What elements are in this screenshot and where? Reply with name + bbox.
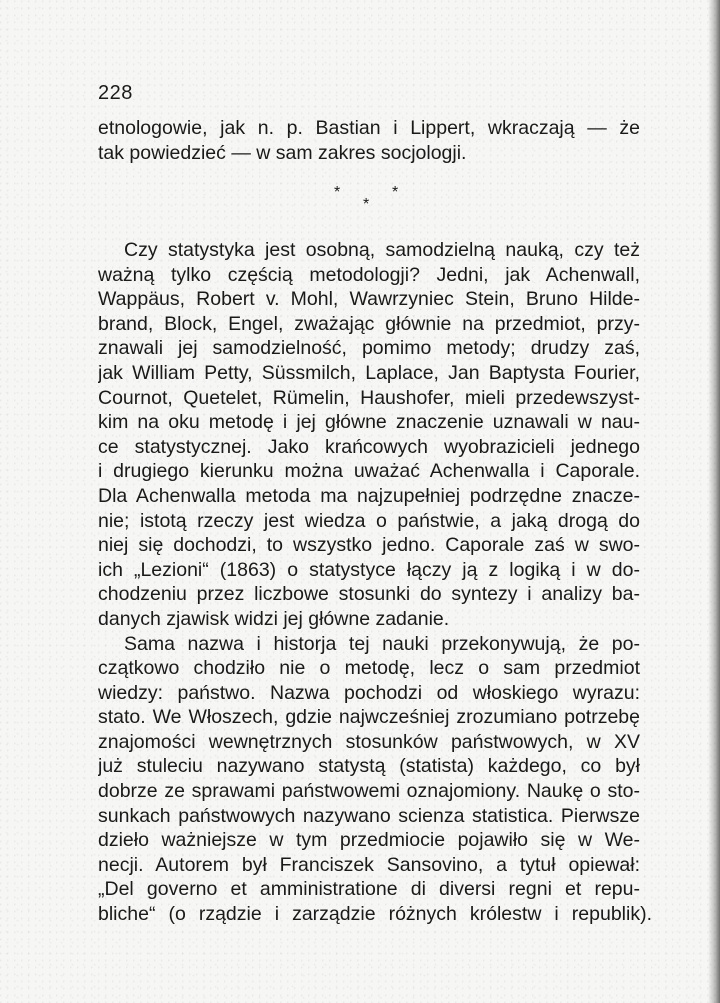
text-line: Wappäus, Robert v. Mohl, Wawrzyniec Stein, Bruno Hilde- [98,288,640,311]
asterisk: * [363,196,370,213]
text-line: czątkowo chodziło nie o metodę, lecz o sam przedmiot [98,657,640,680]
text-line: danych zjawisk widzi jej główne zadanie. [98,607,450,630]
text-line: dzieło ważniejsze w tym przedmiocie pojawiło się w We- [98,829,640,852]
text-line: dobrze ze sprawami państwowemi oznajomiony. Naukę o sto- [98,780,640,803]
section-break-asterisks [334,184,414,214]
text-line: wiedzy: państwo. Nazwa pochodzi od włoskiego wyrazu: [98,681,640,704]
text-line: jak William Petty, Süssmilch, Laplace, Jan Baptysta Fourier, [98,361,640,384]
page-number: 228 [98,82,133,104]
text-line: chodzeniu przez liczbowe stosunki do syntezy i analizy ba- [98,583,640,606]
text-line: znawali jej samodzielność, pomimo metody; drudzy zaś, [98,337,640,360]
text-line: Dla Achenwalla metoda ma najzupełniej podrzędne znacze- [98,484,640,507]
text-line: Czy statystyka jest osobną, samodzielną nauką, czy też [124,239,640,261]
text-line: już stuleciu nazywano statystą (statista) każdego, co był [98,755,640,778]
text-line: etnologowie, jak n. p. Bastian i Lippert, wkraczają — że [98,117,640,139]
text-line: kim na oku metodę i jej główne znaczenie uznawali w nau- [98,411,640,434]
text-line: i drugiego kierunku można uważać Achenwalla i Caporale. [98,460,640,483]
text-line: ce statystycznej. Jako krańcowych wyobrazicieli jednego [98,435,640,458]
text-line: Sama nazwa i historja tej nauki przekonywują, że po- [124,632,640,655]
text-line: znajomości wewnętrznych stosunków państwowych, w XV [98,730,640,753]
text-line: bliche“ (o rządzie i zarządzie różnych królestw i republik). [98,903,652,926]
text-line: ważną tylko częścią metodologji? Jedni, jak Achenwall, [98,263,640,286]
text-line: tak powiedzieć — w sam zakres socjologji. [98,141,467,164]
text-line: „Del governo et amministratione di diversi regni et repu- [98,878,640,901]
text-line: sunkach państwowych nazywano scienza statistica. Pierwsze [98,804,640,827]
asterisk: * [334,184,341,201]
page-edge-shadow [708,0,720,1003]
text-line: nie; istotą rzeczy jest wiedza o państwie, a jaką drogą do [98,509,640,532]
text-line: necji. Autorem był Franciszek Sansovino, a tytuł opiewał: [98,853,640,876]
text-line: ich „Lezioni“ (1863) o statystyce łączy ją z logiką i w do- [98,558,640,581]
paragraph-1 [98,238,652,927]
intro-text [98,116,640,165]
text-line-italic-start: stato. We Włoszech, gdzie najwcześniej zrozumiano potrzebę [98,706,640,729]
text-line: niej się dochodzi, to wszystko jedno. Caporale zaś w swo- [98,534,640,557]
asterisk: * [392,184,399,201]
text-line: brand, Block, Engel, zważając głównie na przedmiot, przy- [98,312,640,335]
text-line: Cournot, Quetelet, Rümelin, Haushofer, mieli przedewszyst- [98,386,640,409]
